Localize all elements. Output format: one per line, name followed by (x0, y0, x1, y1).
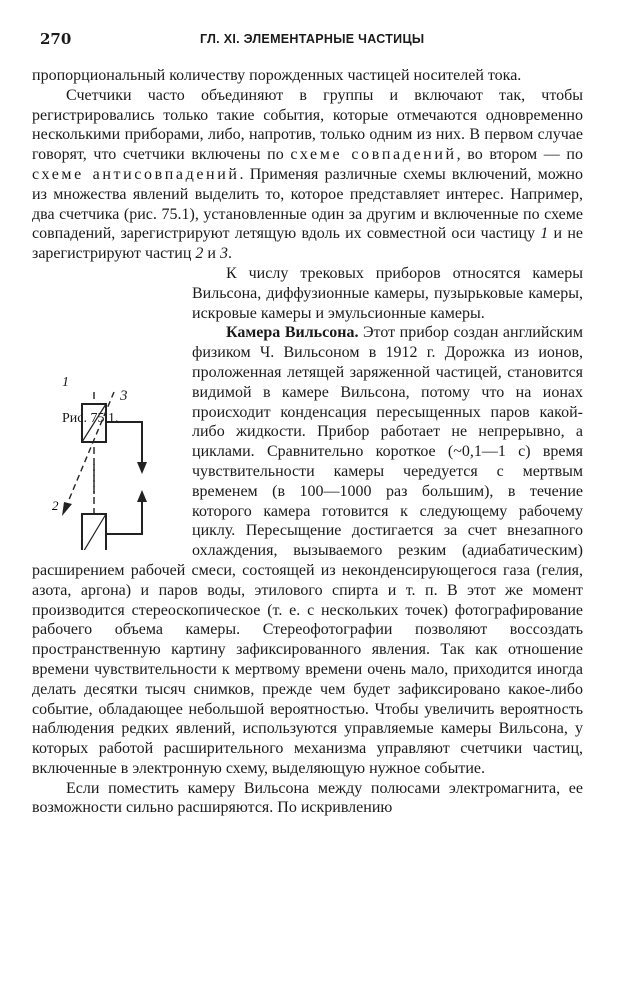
label-1: 1 (62, 375, 69, 390)
arrow-up-icon (137, 490, 147, 502)
paragraph-magnet: Если поместить камеру Вильсона между полюсами электромагнита, ее возможности сильно расширяются. По искривлению (32, 779, 583, 817)
text-run: Этот прибор создан английским физиком Ч. Вильсоном в 1912 г. Дорожка из ионов, проложенная летящей заряженной частицей, становится видимой в камере Вильсона, потому что на ионах происходит конденсация пересыщенных паров какой-либо жидкости. Прибор работает не непрерывно, а циклами. Сравнительно короткое (~0,1—1 с) время чувствительности камеры чередуется с мертвым временем (в 100—1000 раз большим), в течение которого камера готовится к следующему рабочему циклу. Пересыщение достигается за счет внезапного охлаждения, вызываемого резким (адиабатическим) расширением рабочей смеси, состоящей из неконденсирующегося газа (гелия, азота, аргона) и паров воды, этилового спирта и т. п. В этот же момент производится стереоскопическое (т. е. с нескольких точек) фотографирование рабочего объема камеры. Стереофотографии позволяют воссоздать пространственную картину зафиксированного явления. Так как отношение времени чувствительности к мертвому времени очень мало, приходится иногда делать десятки тысяч снимков, прежде чем будет зафиксировано какое-либо событие, обладающее небольшой вероятностью. Чтобы увеличить вероятность наблюдения редких явлений, используются управляемые камеры Вильсона, у которых работой расширительного механизма управляют счетчики частиц, включенные в электронную схему, выделяющую нужное событие. (32, 324, 583, 777)
text-run: и не зарегистрируют частиц (32, 225, 584, 263)
term-anticoincidence-scheme: схеме антисовпадений (32, 165, 240, 183)
text-run: . Применяя различные схемы включений, можно из множества явлений выделить то, которое представляет интерес. Например, два счетчика (рис. 75.1), установленные один за другим и включенные по схеме совпадений, зарегистрируют летящую вдоль их совместной оси частицу (32, 165, 583, 243)
body-text (32, 66, 583, 818)
particle-number: 1 (540, 225, 549, 243)
text-run: . (227, 245, 232, 263)
label-3: 3 (120, 388, 128, 404)
text-run: , во втором — по (456, 146, 583, 164)
wire (106, 422, 142, 468)
counter-diagram (32, 264, 182, 550)
text-run: и (203, 245, 220, 263)
particle-number: 3 (219, 245, 228, 263)
page-header (40, 30, 587, 52)
paragraph-track-devices: К числу трековых приборов относятся камеры Вильсона, диффузионные камеры, пузырьковые камеры, искровые камеры и эмульсионные камеры. (192, 264, 583, 322)
paragraph-counters (32, 86, 583, 264)
paragraph-continuation: пропорциональный количеству порожденных частицей носителей тока. (32, 67, 522, 84)
running-title: ГЛ. XI. ЭЛЕМЕНТАРНЫЕ ЧАСТИЦЫ (200, 32, 425, 46)
particle-number: 2 (195, 245, 204, 263)
arrow-icon (62, 502, 72, 516)
text-run: Счетчики часто объединяют в группы и включают так, чтобы регистрировались только такие события, которые отмечаются одновременно несколькими приборами, либо, напротив, только одним из них. В первом случае говорят, что счетчики включены по (32, 86, 583, 164)
wire (106, 496, 142, 534)
term-coincidence-scheme: схеме совпадений (290, 146, 457, 164)
figure-75-1 (32, 264, 182, 550)
page-number: 270 (40, 30, 72, 48)
arrow-down-icon (137, 462, 147, 474)
section-heading: Камера Вильсона. (226, 324, 359, 342)
label-2: 2 (52, 497, 59, 513)
figure-caption: Рис. 75.1. (62, 411, 119, 426)
